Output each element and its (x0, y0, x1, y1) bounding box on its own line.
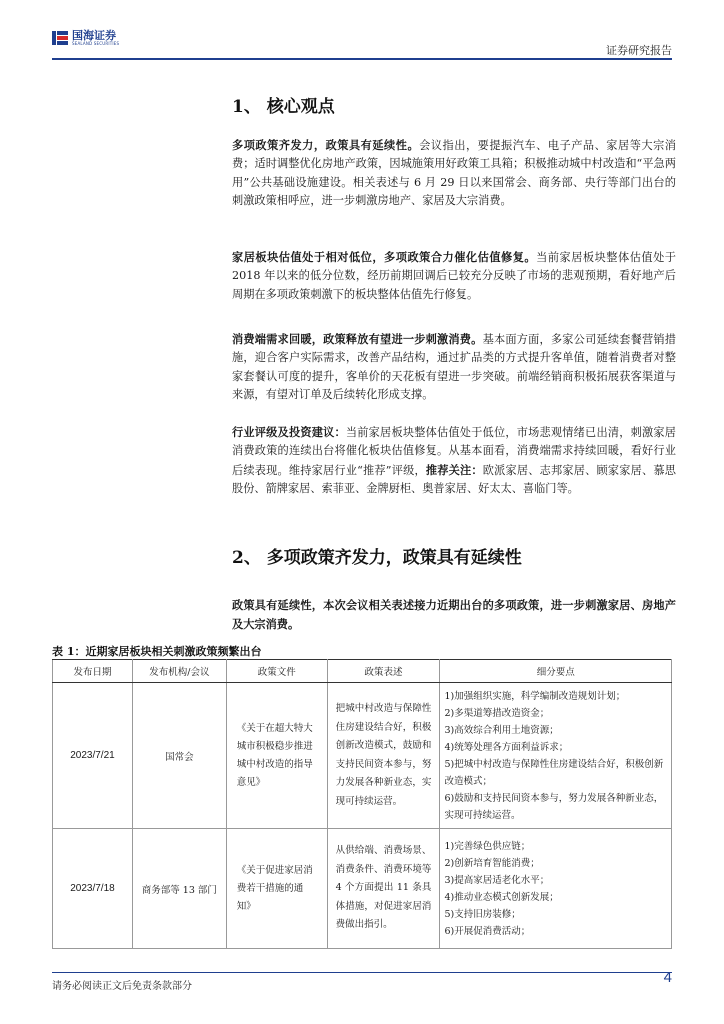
point-item: 1)完善绿色供应链； (444, 840, 531, 852)
section2-title: 2、 多项政策齐发力，政策具有延续性 (232, 548, 522, 568)
point-item: 6)开展促消费活动； (444, 925, 531, 937)
point-item: 4)推动业态模式创新发展； (444, 891, 559, 903)
table-header-row (53, 660, 672, 683)
paragraph-rating-recommend: 推荐关注： (425, 462, 483, 477)
table-row (53, 683, 672, 829)
table-row (53, 829, 672, 949)
paragraph-policy (232, 136, 676, 210)
row-org: 商务部等 13 部门 (132, 829, 226, 949)
logo-cn: 国海证券 (72, 29, 116, 42)
paragraph-demand-lead: 消费端需求回暖，政策释放有望进一步刺激消费。 (232, 332, 483, 346)
page-header (0, 0, 724, 60)
paragraph-rating (232, 423, 676, 498)
point-item: 2)创新培育智能消费； (444, 857, 540, 869)
paragraph-valuation-body: 当前家居板块整体估值处于 2018 年以来的低分位数，经历前期回调后已较充分反映了市场的悲观预期，看好地产后周期在多项政策刺激下的板块整体估值先行修复。 (232, 251, 676, 301)
point-item: 3)高效综合利用土地资源； (444, 724, 559, 736)
paragraph-valuation-lead: 家居板块估值处于相对低位，多项政策合力催化估值修复。 (232, 250, 537, 264)
sealand-logo-icon (52, 30, 68, 46)
paragraph-policy-body: 会议指出，要提振汽车、电子产品、家居等大宗消费；适时调整优化房地产政策，因城施策用好政策工具箱；积极推动城中村改造和“平急两用”公共基础设施建设。相关表述与 6 月 29 日以来国常会、商务部、央行等部门出台的刺激政策相呼应，进一步刺激房地产、家居及大宗消费。 (232, 139, 676, 207)
point-item: 5)支持旧房装修； (444, 908, 521, 920)
paragraph-rating-lead: 行业评级及投资建议： (232, 425, 346, 439)
row-points (440, 683, 672, 829)
paragraph-policy-lead: 多项政策齐发力，政策具有延续性。 (232, 138, 420, 152)
header-date: 发布日期 (53, 660, 133, 683)
disclaimer-note: 请务必阅读正文后免责条款部分 (52, 981, 192, 992)
table-title: 表 1：近期家居板块相关刺激政策频繁出台 (52, 645, 262, 658)
header-points: 细分要点 (440, 660, 672, 683)
header-divider (52, 58, 672, 60)
paragraph-continuity (232, 596, 676, 635)
point-item: 1)加强组织实施，科学编制改造规划计划； (444, 690, 626, 702)
row-org: 国常会 (132, 683, 226, 829)
paragraph-continuity-lead: 政策具有延续性，本次会议相关表述接力近期出台的多项政策，进一步刺激家居、房地产及大宗消费。 (232, 598, 676, 632)
point-item: 4)统筹处理各方面利益诉求； (444, 741, 569, 753)
row-expression: 把城中村改造与保障性住房建设结合好，积极创新改造模式，鼓励和支持民间资本参与，努力发展各种新业态，实现可持续运营。 (327, 683, 440, 829)
point-item: 6)鼓励和支持民间资本参与，努力发展各种新业态，实现可持续运营。 (444, 792, 664, 821)
paragraph-rating-stocks: 欧派家居、志邦家居、顾家家居、慕思股份、箭牌家居、索菲亚、金牌厨柜、奥普家居、好太太、喜临门等。 (232, 463, 676, 495)
row-expression: 从供给端、消费场景、消费条件、消费环境等 4 个方面提出 11 条具体措施，对促进家居消费做出指引。 (327, 829, 440, 949)
point-item: 5)把城中村改造与保障性住房建设结合好，积极创新改造模式； (444, 758, 664, 787)
paragraph-demand (232, 330, 676, 404)
page-number: 4 (663, 969, 672, 986)
footer-divider (52, 972, 672, 973)
paragraph-valuation (232, 248, 676, 304)
row-doc: 《关于促进家居消费若干措施的通知》 (226, 829, 327, 949)
point-item: 2)多渠道筹措改造资金； (444, 707, 550, 719)
section1-title: 1、 核心观点 (232, 97, 335, 117)
row-date: 2023/7/18 (53, 829, 133, 949)
point-item: 3)提高家居适老化水平； (444, 874, 550, 886)
paragraph-demand-body: 基本面方面，多家公司延续套餐营销措施，迎合客户实际需求，改善产品结构，通过扩品类的方式提升客单值，随着消费者对整家套餐认可度的提升，客单价的天花板有望进一步突破。前端经销商积极拓展获客渠道与来源，有望对订单及后续转化形成支撑。 (232, 333, 676, 401)
company-logo (52, 30, 119, 46)
header-doc: 政策文件 (226, 660, 327, 683)
row-date: 2023/7/21 (53, 683, 133, 829)
header-expression: 政策表述 (327, 660, 440, 683)
row-points (440, 829, 672, 949)
row-doc: 《关于在超大特大城市积极稳步推进城中村改造的指导意见》 (226, 683, 327, 829)
header-org: 发布机构/会议 (132, 660, 226, 683)
report-type: 证券研究报告 (606, 44, 672, 57)
policy-table (52, 659, 672, 949)
logo-en: SEALAND SECURITIES (72, 41, 120, 46)
paragraph-rating-body: 当前家居板块整体估值处于低位，市场悲观情绪已出清，刺激家居消费政策的连续出台将催化板块估值修复。从基本面看，消费端需求持续回暖，看好行业后续表现。维持家居行业“推荐”评级， (232, 426, 676, 477)
